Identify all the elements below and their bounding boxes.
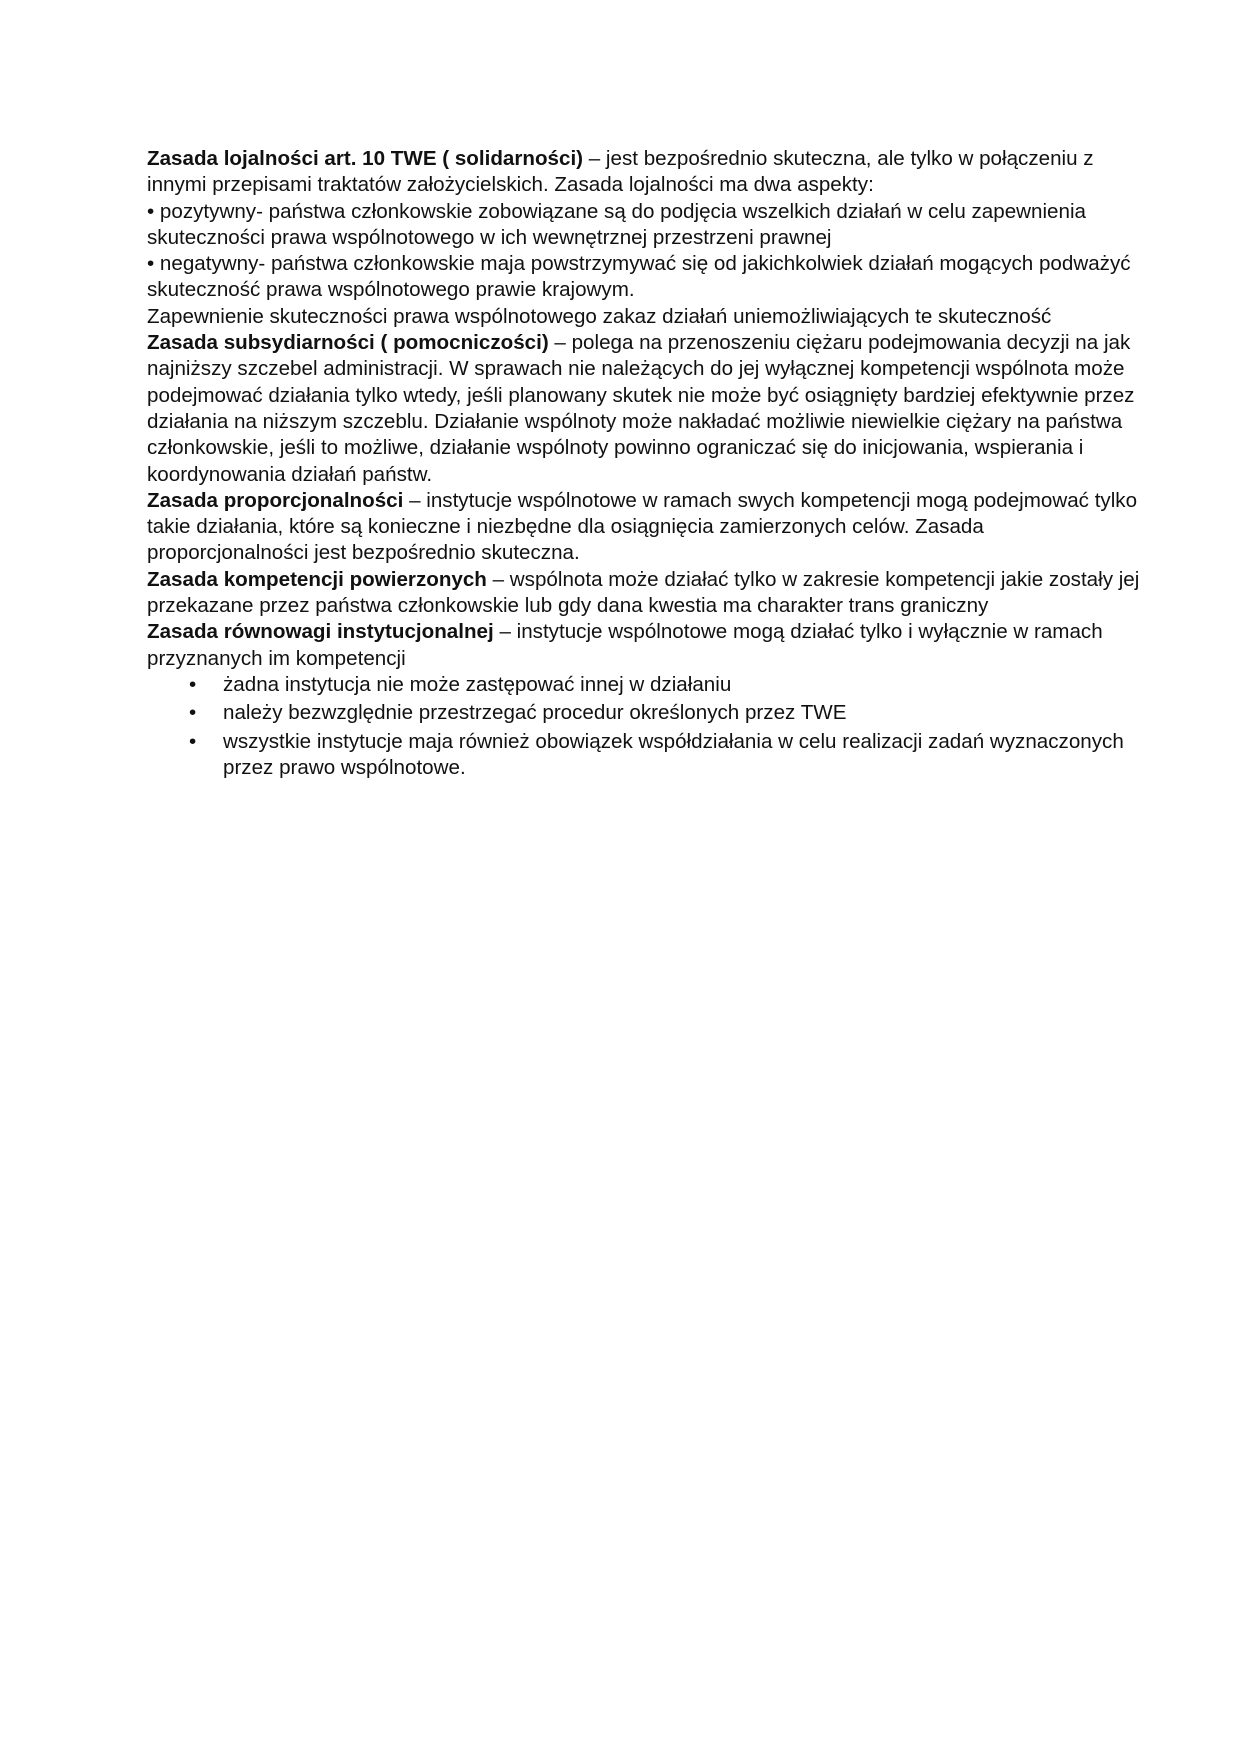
text-institutional-balance: – instytucje wspólnotowe mogą działać tylko i wyłącznie w ramach przyznanych im kompetencji xyxy=(147,620,1103,670)
list-item-text: wszystkie instytucje maja również obowiązek współdziałania w celu realizacji zadań wyznaczonych przez prawo wspólnotowe. xyxy=(223,729,1124,779)
bullet-icon: • xyxy=(189,701,197,725)
paragraph-conferred-competences xyxy=(147,567,1147,620)
list-item xyxy=(147,729,1147,782)
document-body xyxy=(147,146,1147,783)
paragraph-loyalty xyxy=(147,146,1147,199)
paragraph-subsidiarity xyxy=(147,330,1147,488)
paragraph-effectiveness: Zapewnienie skuteczności prawa wspólnotowego zakaz działań uniemożliwiających te skuteczność xyxy=(147,304,1052,328)
heading-loyalty: Zasada lojalności art. 10 TWE ( solidarności) xyxy=(147,147,584,170)
list-item-text: należy bezwzględnie przestrzegać procedur określonych przez TWE xyxy=(223,701,847,725)
text-proportionality: – instytucje wspólnotowe w ramach swych kompetencji mogą podejmować tylko takie działania, które są konieczne i niezbędne dla osiągnięcia zamierzonych celów. Zasada proporcjonalności jest bezpośrednio skuteczna. xyxy=(147,488,1138,565)
text-loyalty: – jest bezpośrednio skuteczna, ale tylko w połączeniu z innymi przepisami traktatów założycielskich. Zasada lojalności ma dwa aspekty: xyxy=(147,147,1094,197)
paragraph-institutional-balance xyxy=(147,619,1147,672)
heading-institutional-balance: Zasada równowagi instytucjonalnej xyxy=(147,620,494,644)
bullet-list xyxy=(147,672,1147,781)
paragraph-proportionality xyxy=(147,488,1147,567)
heading-subsidiarity: Zasada subsydiarności ( pomocniczości) xyxy=(147,331,549,355)
list-item xyxy=(147,700,1147,726)
heading-proportionality: Zasada proporcjonalności xyxy=(147,488,404,512)
heading-conferred-competences: Zasada kompetencji powierzonych xyxy=(147,567,487,591)
bullet-icon: • xyxy=(189,672,197,696)
list-item xyxy=(147,672,1147,698)
paragraph-negative-aspect: • negatywny- państwa członkowskie maja powstrzymywać się od jakichkolwiek działań mogących podważyć skuteczność prawa wspólnotowego prawie krajowym. xyxy=(147,252,1131,302)
paragraph-positive-aspect: • pozytywny- państwa członkowskie zobowiązane są do podjęcia wszelkich działań w celu zapewnienia skuteczności prawa wspólnotowego w ich wewnętrznej przestrzeni prawnej xyxy=(147,199,1086,249)
text-conferred-competences: – wspólnota może działać tylko w zakresie kompetencji jakie zostały jej przekazane przez państwa członkowskie lub gdy dana kwestia ma charakter trans graniczny xyxy=(147,567,1140,618)
text-subsidiarity: – polega na przenoszeniu ciężaru podejmowania decyzji na jak najniższy szczebel administracji. W sprawach nie należących do jej wyłącznej kompetencji wspólnota może podejmować działania tylko wtedy, jeśli planowany skutek nie może być osiągnięty bardziej efektywnie przez działania na niższym szczeblu. Działanie wspólnoty może nakładać możliwie niewielkie ciężary na państwa członkowskie, jeśli to możliwe, działanie wspólnoty powinno ograniczać się do inicjowania, wspierania i koordynowania działań państw. xyxy=(147,331,1135,486)
list-item-text: żadna instytucja nie może zastępować innej w działaniu xyxy=(223,672,732,696)
bullet-icon: • xyxy=(189,729,197,753)
